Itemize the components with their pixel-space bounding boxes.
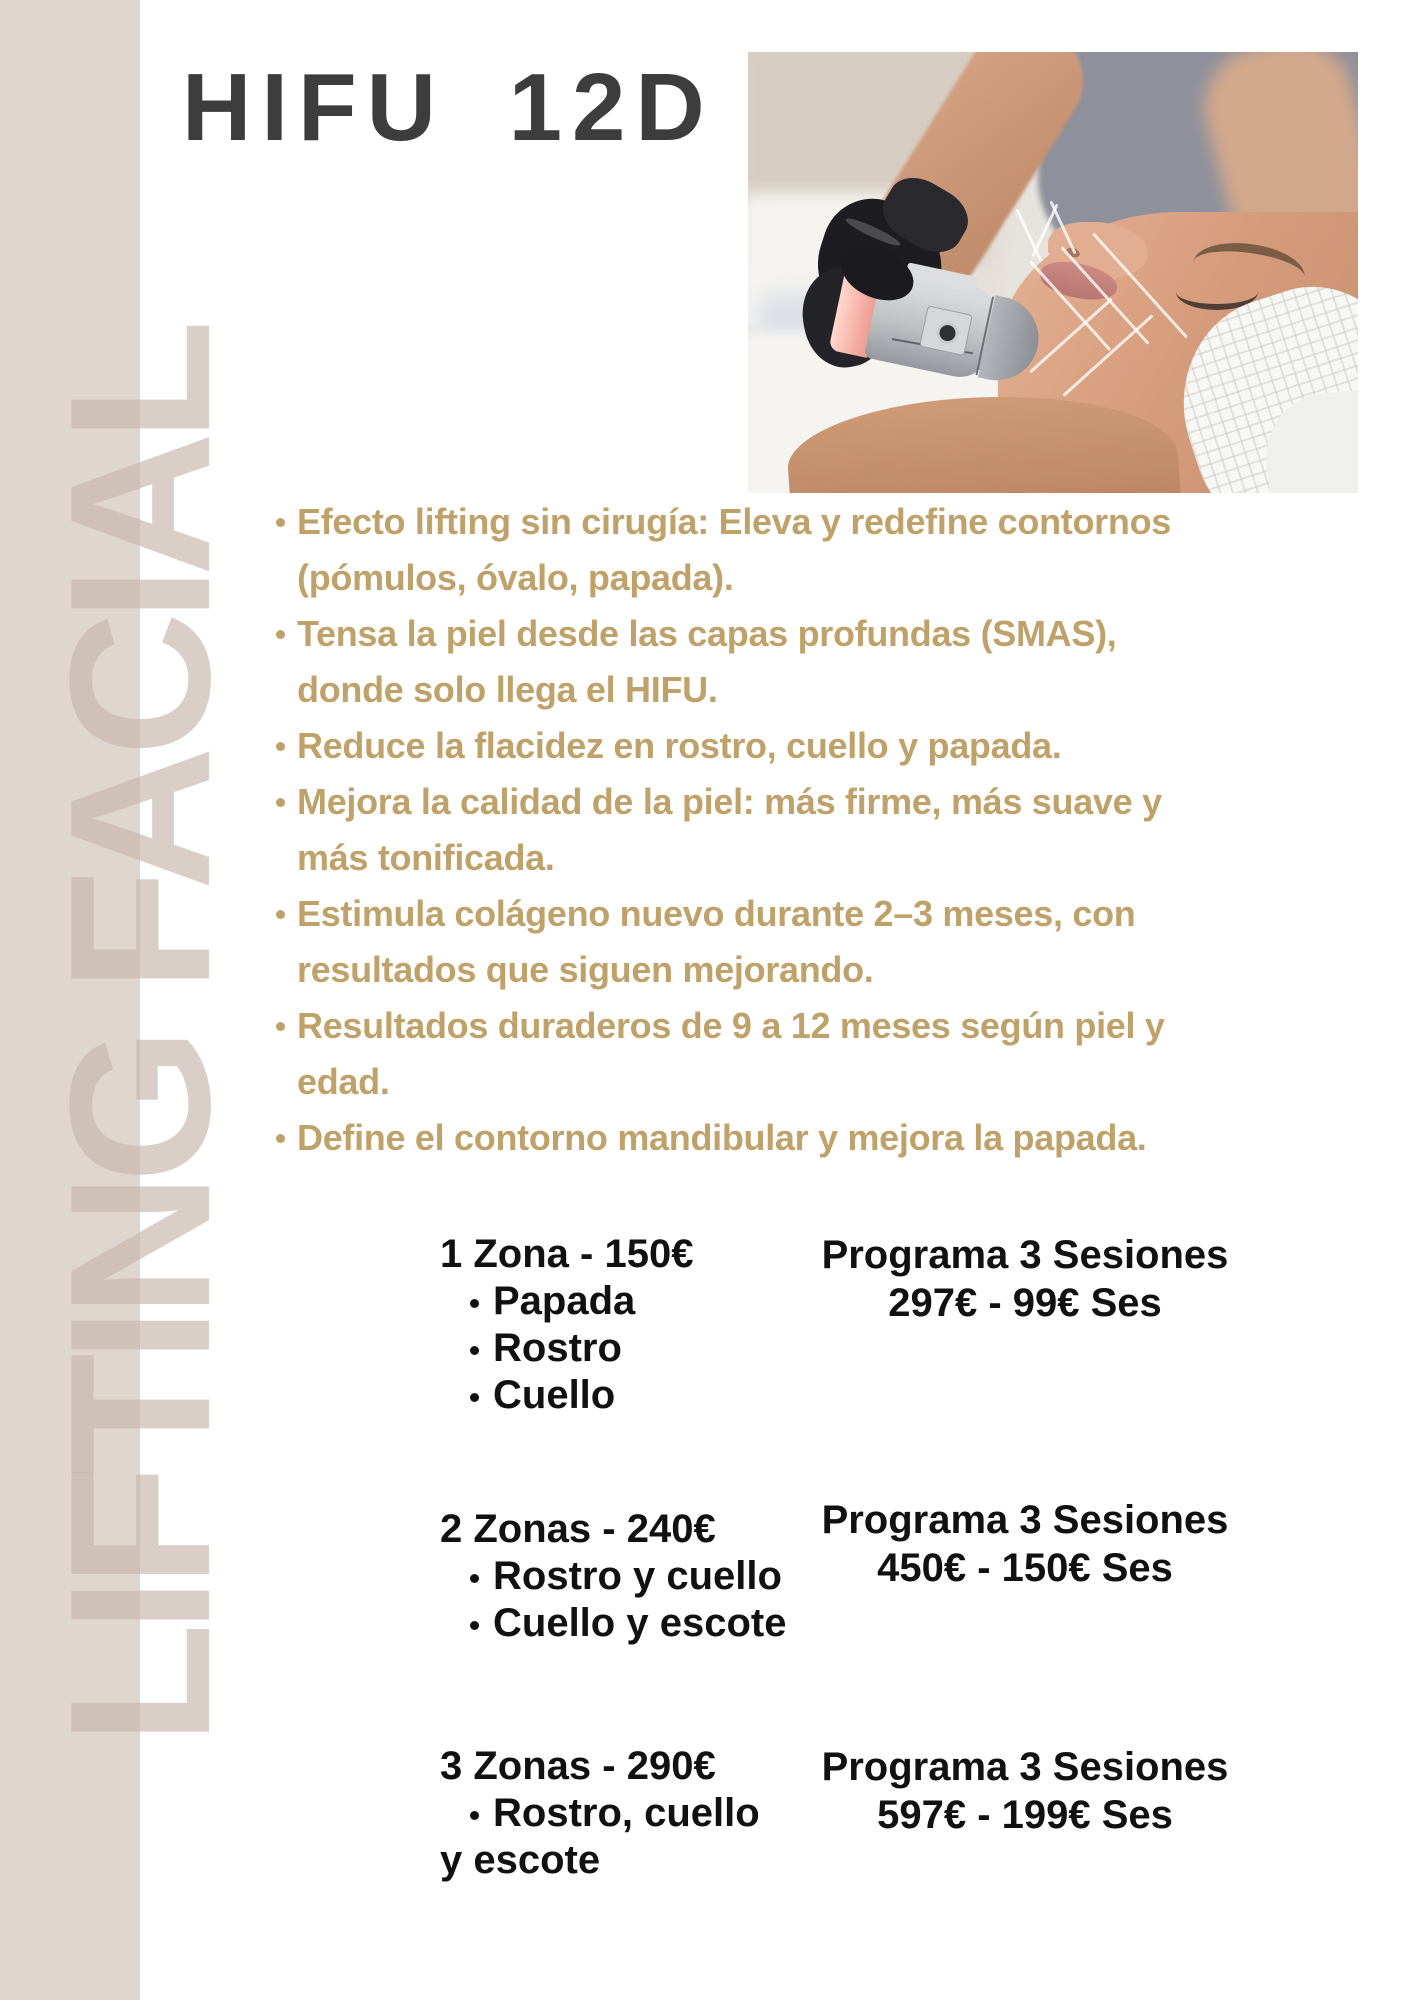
zone-title: 1 Zona - 150€ [440, 1232, 694, 1276]
benefit-text: resultados que siguen mejorando. [297, 949, 874, 990]
benefit-line [297, 494, 1171, 550]
benefit-text: edad. [297, 1061, 390, 1102]
zone-option-wrap: y escote [440, 1838, 601, 1882]
benefit-line [297, 942, 1171, 998]
pricing-zone-block-2 [440, 1506, 786, 1647]
pricing-zone-block-1 [440, 1231, 693, 1419]
benefit-text: Define el contorno mandibular y mejora la papada. [297, 1117, 1147, 1158]
page-title: HIFU 12D [182, 54, 715, 161]
bullet-dot-icon [276, 518, 285, 527]
zone-option-text: Cuello [493, 1373, 616, 1417]
zone-option [440, 1325, 693, 1372]
zone-title: 2 Zonas - 240€ [440, 1507, 716, 1551]
program-title: Programa 3 Sesiones [821, 1498, 1229, 1542]
benefit-line [297, 662, 1171, 718]
benefit-line [297, 998, 1171, 1054]
bullet-dot-icon [470, 1393, 479, 1402]
bullet-dot-icon [276, 1022, 285, 1031]
zone-option-text: Cuello y escote [493, 1601, 787, 1645]
program-price: 450€ - 150€ Ses [877, 1546, 1173, 1590]
bullet-dot-icon [276, 1134, 285, 1143]
benefit-text: Resultados duraderos de 9 a 12 meses según piel y [297, 1005, 1165, 1046]
program-title: Programa 3 Sesiones [821, 1745, 1229, 1789]
benefit-text: Estimula colágeno nuevo durante 2–3 meses, con [297, 893, 1136, 934]
benefit-text: (pómulos, óvalo, papada). [297, 557, 734, 598]
benefit-text: más tonificada. [297, 837, 555, 878]
zone-option [440, 1553, 786, 1600]
zone-option [440, 1372, 693, 1419]
program-price: 297€ - 99€ Ses [888, 1281, 1162, 1325]
bullet-dot-icon [470, 1811, 479, 1820]
bullet-dot-icon [276, 630, 285, 639]
benefits-list [297, 494, 1171, 1166]
pricing-zone-block-3 [440, 1743, 760, 1884]
pricing-program-block-2 [800, 1496, 1250, 1592]
treatment-photo [748, 52, 1358, 493]
pricing-program-block-1 [800, 1231, 1250, 1327]
benefit-text: Tensa la piel desde las capas profundas (SMAS), [297, 613, 1117, 654]
benefit-line [297, 550, 1171, 606]
benefit-line [297, 718, 1171, 774]
benefit-line [297, 774, 1171, 830]
benefit-text: Efecto lifting sin cirugía: Eleva y redefine contornos [297, 501, 1171, 542]
zone-title: 3 Zonas - 290€ [440, 1744, 716, 1788]
benefit-text: donde solo llega el HIFU. [297, 669, 718, 710]
zone-option [440, 1600, 786, 1647]
bullet-dot-icon [470, 1621, 479, 1630]
bullet-dot-icon [470, 1299, 479, 1308]
zone-option-text: Papada [493, 1279, 636, 1323]
program-title: Programa 3 Sesiones [821, 1233, 1229, 1277]
zone-option [440, 1278, 693, 1325]
zone-option-text: Rostro y cuello [493, 1554, 782, 1598]
bullet-dot-icon [470, 1574, 479, 1583]
bullet-dot-icon [276, 910, 285, 919]
benefit-line [297, 830, 1171, 886]
pricing-program-block-3 [800, 1743, 1250, 1839]
bullet-dot-icon [470, 1346, 479, 1355]
benefit-line [297, 886, 1171, 942]
benefit-text: Mejora la calidad de la piel: más firme, más suave y [297, 781, 1162, 822]
benefit-line [297, 606, 1171, 662]
zone-option-text: Rostro, cuello [493, 1791, 760, 1835]
benefit-line [297, 1054, 1171, 1110]
benefit-line [297, 1110, 1171, 1166]
bullet-dot-icon [276, 742, 285, 751]
side-watermark-label: LIFTING FACIAL [29, 329, 252, 1745]
program-price: 597€ - 199€ Ses [877, 1793, 1173, 1837]
zone-option-text: Rostro [493, 1326, 622, 1370]
zone-option [440, 1790, 760, 1837]
benefit-text: Reduce la flacidez en rostro, cuello y papada. [297, 725, 1062, 766]
bullet-dot-icon [276, 798, 285, 807]
